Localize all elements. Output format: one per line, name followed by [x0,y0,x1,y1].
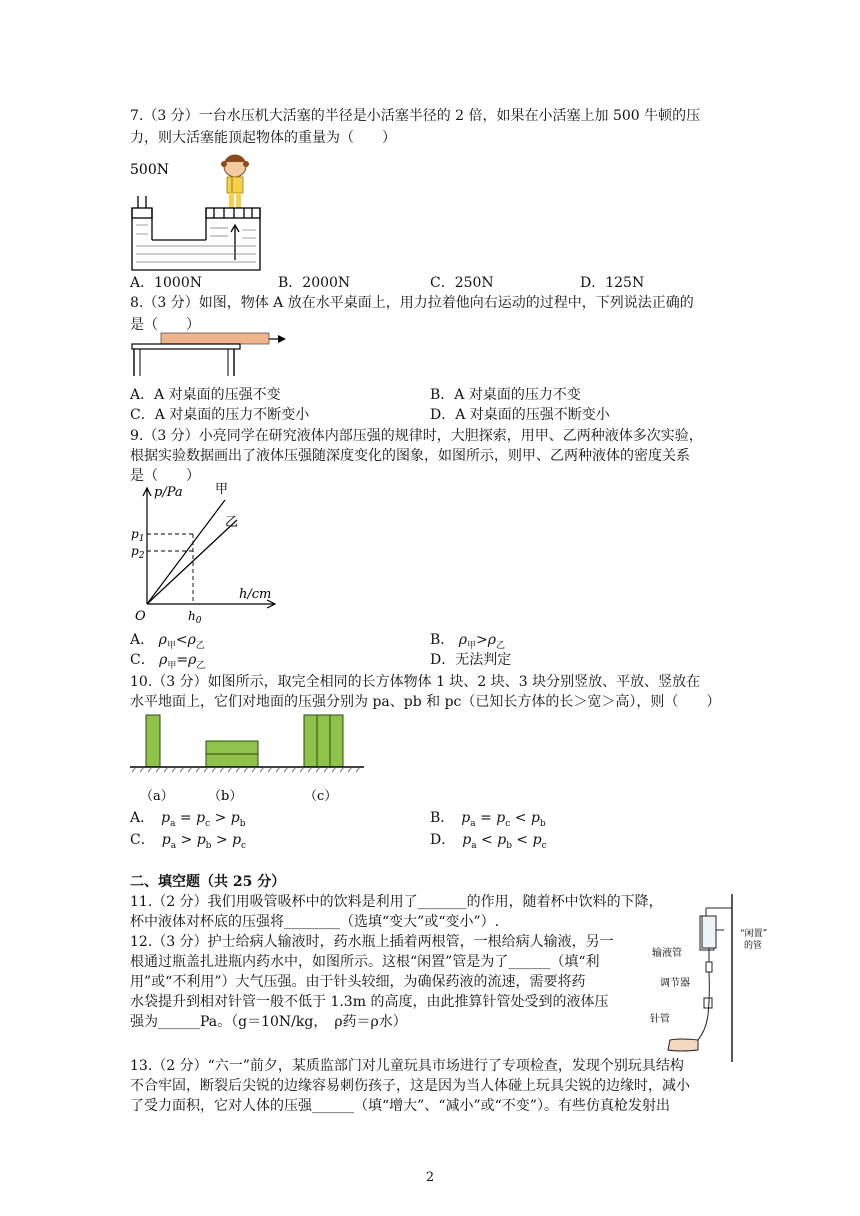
q12-line5: 强为______Pa。（g＝10N/kg， ρ药＝ρ水） [130,1014,407,1030]
q8-line2: 是（ ） [130,317,200,333]
block-c1 [304,715,317,767]
q8-line1: 8.（3 分）如图，物体 A 放在水平桌面上，用力拉着他向右运动的过程中，下列说法正确的 [130,295,694,311]
q10-option-a[interactable]: A． $p_a = p_c > p_b$ [130,810,246,829]
block-a [146,715,160,767]
y-axis-label: p/Pa [154,485,183,500]
block-b2 [206,754,258,767]
girl-icon [221,155,249,208]
block-c2 [317,715,330,767]
q9-line3: 是（ ） [130,468,200,484]
q13-line3: 了受力面积，它对人体的压强______（填“增大”、“减小”或“不变”）。有些仿真枪发射出 [130,1098,670,1114]
pressure-depth-graph [125,478,285,628]
q11-line2: 杯中液体对杯底的压强将________（选填“变大”或“变小”）. [130,914,500,930]
block-b1 [206,741,258,754]
q13-line1: 13.（2 分）“六一”前夕，某质监部门对儿童玩具市场进行了专项检查，发现个别玩具结构 [130,1058,684,1074]
line-jia [147,500,225,604]
q10-option-d[interactable]: D． $p_a < p_b < p_c$ [430,832,547,851]
q10-line1: 10.（3 分）如图所示，取完全相同的长方体物体 1 块、2 块、3 块分别竖放、平放、竖放在 [130,674,701,690]
line-yi-label: 乙 [225,515,239,530]
q13-line2: 不合牢固，断裂后尖锐的边缘容易刺伤孩子，这是因为当人体碰上玩具尖锐的边缘时，减小 [130,1078,690,1094]
q7-option-a[interactable]: A．1000N [130,275,202,291]
page-number: 2 [425,1170,435,1185]
q10-option-c[interactable]: C． $p_a > p_b > p_c$ [130,832,247,851]
q7-line1: 7.（3 分）一台水压机大活塞的半径是小活塞半径的 2 倍，如果在小活塞上加 500 牛顿的压 [130,108,701,124]
block-c3 [330,715,343,767]
q9-option-c[interactable]: C． $\rho_甲=\rho_乙$ [130,652,206,671]
origin-label: O [135,609,146,624]
tube-label: 输液管 [652,948,682,959]
q7-option-b[interactable]: B．2000N [278,275,351,291]
label-b: （b） [208,789,243,804]
q8-option-b[interactable]: B．A 对桌面的压力不变 [430,387,581,403]
q7-option-d[interactable]: D．125N [580,275,645,291]
q12-line1: 12.（3 分）护士给病人输液时，药水瓶上插着两根管，一根给病人输液，另一 [130,934,614,950]
regulator-label: 调节器 [660,978,690,989]
q10-option-b[interactable]: B． $p_a = p_c < p_b$ [430,810,546,829]
q9-line1: 9.（3 分）小亮同学在研究液体内部压强的规律时，大胆探索，用甲、乙两种液体多次实验， [130,428,703,444]
q12-line2: 根通过瓶盖扎进瓶内药水中，如图所示。这根“闲置”管是为了______（填“利 [130,954,600,970]
q9-line2: 根据实验数据画出了液体压强随深度变化的图象，如图所示，则甲、乙两种液体的密度关系 [130,448,690,464]
p2-label: $p_2$ [131,544,145,561]
q8-option-a[interactable]: A．A 对桌面的压强不变 [130,387,281,403]
section-title: 二、填空题（共 25 分） [130,874,286,890]
needle-label: 针管 [650,1014,670,1025]
q9-option-d[interactable]: D．无法判定 [430,652,512,668]
table-block-figure [128,330,288,380]
q10-line2: 水平地面上，它们对地面的压强分别为 pa、pb 和 pc（已知长方体的长＞宽＞高），则（ ） [130,694,721,710]
q9-option-a[interactable]: A． $\rho_甲<\rho_乙$ [130,632,205,651]
q11-line1: 11.（2 分）我们用吸管吸杯中的饮料是利用了_______的作用，随着杯中饮料的下降， [130,894,663,910]
blocks-figure [128,710,368,806]
idle-tube-label2: 的管 [744,941,763,951]
h0-label: $h_0$ [188,609,202,626]
q8-option-d[interactable]: D．A 对桌面的压强不断变小 [430,407,610,423]
hydraulic-press-figure [128,150,268,272]
force-label: 500N [130,162,169,178]
q7-option-c[interactable]: C．250N [430,275,494,291]
block-a [161,333,269,344]
q12-line3: 用”或“不利用”）大气压强。由于针头较细，为确保药液的流速，需要将药 [130,974,586,990]
x-axis-label: h/cm [239,587,272,602]
q7-line2: 力，则大活塞能顶起物体的重量为（ ） [130,130,396,146]
line-yi [147,520,237,604]
label-a: （a） [140,789,174,804]
line-jia-label: 甲 [215,482,229,497]
q12-line4: 水袋提升到相对针管一般不低于 1.3m 的高度，由此推算针管处受到的液体压 [130,994,609,1010]
p1-label: $p_1$ [131,527,145,544]
q8-option-c[interactable]: C．A 对桌面的压力不断变小 [130,407,310,423]
iv-drip-figure [640,890,800,1070]
idle-tube-label1: “闲置” [740,929,768,939]
label-c: （c） [304,789,338,804]
q9-option-b[interactable]: B． $\rho_甲>\rho_乙$ [430,632,505,651]
